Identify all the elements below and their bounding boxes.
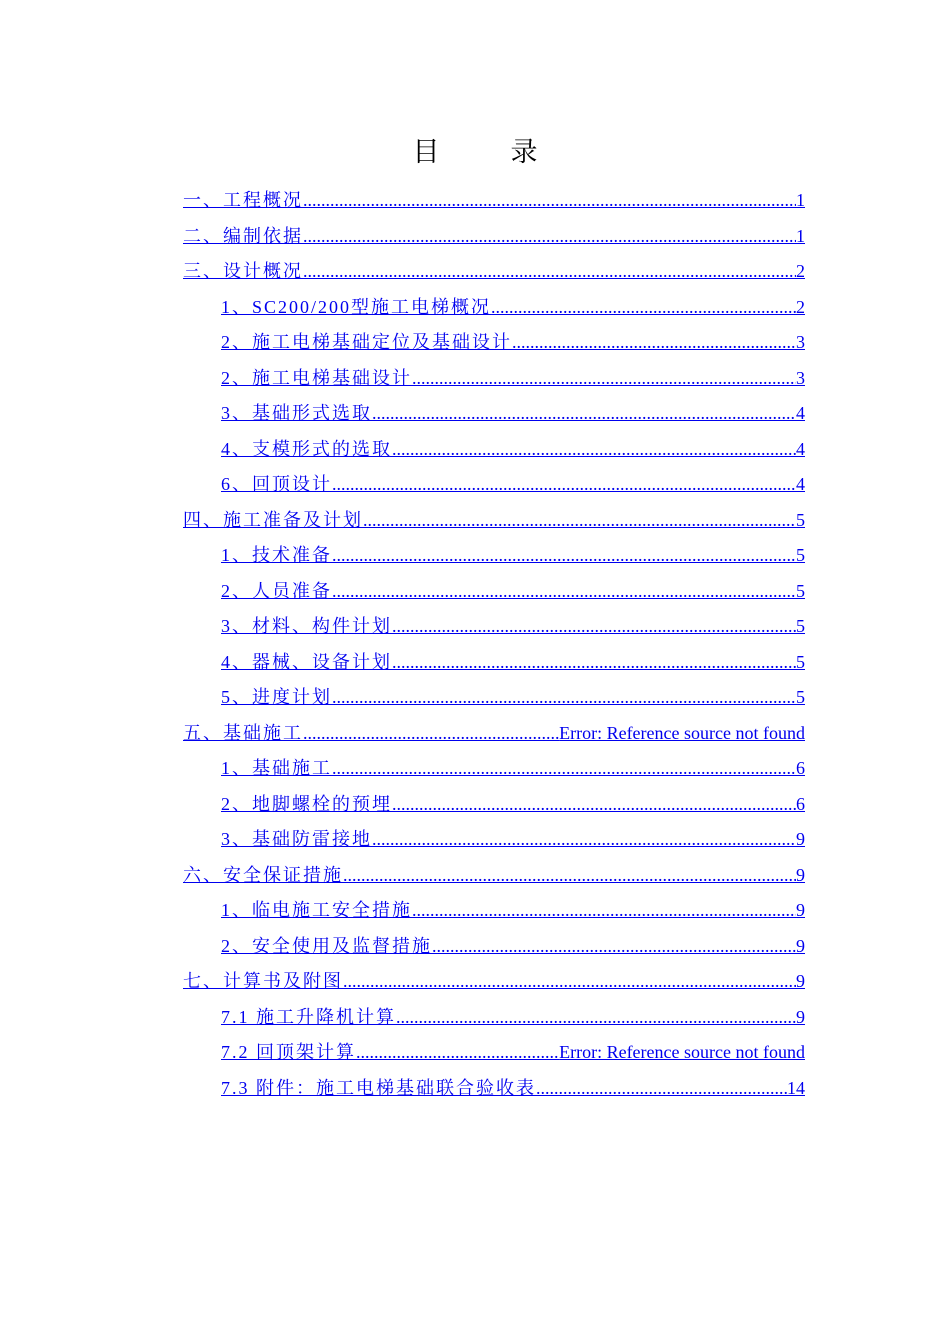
toc-dot-leader bbox=[363, 503, 796, 539]
toc-entry-page: 9 bbox=[796, 864, 805, 885]
toc-entry-page: Error: Reference source not found bbox=[559, 1042, 805, 1062]
toc-entry[interactable] bbox=[183, 396, 805, 432]
toc-dot-leader bbox=[372, 396, 796, 432]
toc-dot-leader bbox=[392, 609, 796, 645]
toc-entry[interactable] bbox=[183, 361, 805, 397]
table-of-contents bbox=[183, 183, 805, 1106]
toc-entry[interactable] bbox=[183, 219, 805, 255]
toc-entry-text: 五、基础施工 bbox=[183, 722, 303, 743]
toc-entry[interactable] bbox=[183, 432, 805, 468]
toc-entry-page: 9 bbox=[796, 971, 805, 991]
toc-entry[interactable] bbox=[183, 929, 805, 965]
toc-entry-text: 七、计算书及附图 bbox=[183, 971, 343, 991]
toc-dot-leader bbox=[303, 254, 796, 290]
toc-entry-text: 7.2 回顶架计算 bbox=[221, 1042, 356, 1062]
toc-entry[interactable] bbox=[183, 858, 805, 894]
toc-entry-text: 2、安全使用及监督措施 bbox=[221, 935, 432, 956]
toc-dot-leader bbox=[332, 467, 796, 503]
toc-dot-leader bbox=[392, 787, 796, 823]
toc-entry[interactable] bbox=[183, 716, 805, 752]
toc-entry-text: 6、回顶设计 bbox=[221, 474, 332, 494]
toc-entry-text: 3、材料、构件计划 bbox=[221, 616, 392, 636]
toc-entry[interactable] bbox=[183, 290, 805, 326]
toc-entry-page: 4 bbox=[796, 438, 805, 459]
toc-dot-leader bbox=[343, 964, 796, 1000]
toc-dot-leader bbox=[343, 858, 796, 894]
toc-entry-page: 6 bbox=[796, 793, 805, 814]
toc-entry[interactable] bbox=[183, 538, 805, 574]
toc-entry-text: 4、器械、设备计划 bbox=[221, 651, 392, 672]
toc-dot-leader bbox=[332, 538, 796, 574]
toc-entry-page: 9 bbox=[796, 1006, 805, 1027]
toc-entry-page: 6 bbox=[796, 758, 805, 778]
toc-entry[interactable] bbox=[183, 1000, 805, 1036]
page-title: 目 录 bbox=[412, 137, 560, 167]
toc-entry[interactable] bbox=[183, 183, 805, 219]
toc-entry-page: Error: Reference source not found bbox=[559, 722, 805, 743]
toc-entry-page: 3 bbox=[796, 332, 805, 352]
toc-entry-text: 1、SC200/200型施工电梯概况 bbox=[221, 296, 492, 317]
toc-dot-leader bbox=[332, 751, 796, 787]
toc-dot-leader bbox=[392, 432, 796, 468]
toc-dot-leader bbox=[512, 325, 796, 361]
toc-entry-text: 2、施工电梯基础定位及基础设计 bbox=[221, 332, 512, 352]
toc-entry-text: 四、施工准备及计划 bbox=[183, 509, 363, 530]
toc-entry-page: 2 bbox=[796, 296, 805, 317]
toc-entry[interactable] bbox=[183, 787, 805, 823]
toc-entry[interactable] bbox=[183, 964, 805, 1000]
toc-entry[interactable] bbox=[183, 751, 805, 787]
toc-dot-leader bbox=[303, 183, 796, 219]
toc-entry-page: 2 bbox=[796, 261, 805, 281]
toc-entry-text: 2、地脚螺栓的预埋 bbox=[221, 793, 392, 814]
toc-entry-page: 4 bbox=[796, 474, 805, 494]
toc-entry-text: 2、人员准备 bbox=[221, 580, 332, 601]
toc-entry[interactable] bbox=[183, 1035, 805, 1071]
toc-entry-text: 2、施工电梯基础设计 bbox=[221, 367, 412, 388]
toc-entry[interactable] bbox=[183, 574, 805, 610]
toc-entry[interactable] bbox=[183, 254, 805, 290]
toc-entry-text: 一、工程概况 bbox=[183, 190, 303, 210]
toc-entry-text: 六、安全保证措施 bbox=[183, 864, 343, 885]
toc-entry[interactable] bbox=[183, 503, 805, 539]
toc-dot-leader bbox=[303, 716, 559, 752]
toc-entry-text: 5、进度计划 bbox=[221, 687, 332, 707]
toc-dot-leader bbox=[412, 893, 796, 929]
toc-entry-page: 5 bbox=[796, 651, 805, 672]
toc-entry-text: 7.1 施工升降机计算 bbox=[221, 1006, 396, 1027]
toc-entry-page: 14 bbox=[787, 1077, 805, 1098]
toc-dot-leader bbox=[396, 1000, 796, 1036]
toc-entry-text: 7.3 附件：施工电梯基础联合验收表 bbox=[221, 1077, 536, 1098]
toc-entry-text: 二、编制依据 bbox=[183, 225, 303, 246]
toc-dot-leader bbox=[332, 680, 796, 716]
toc-entry[interactable] bbox=[183, 609, 805, 645]
toc-entry-page: 1 bbox=[796, 190, 805, 210]
toc-entry-page: 5 bbox=[796, 687, 805, 707]
toc-entry-text: 1、临电施工安全措施 bbox=[221, 900, 412, 920]
toc-entry[interactable] bbox=[183, 822, 805, 858]
toc-entry-text: 3、基础形式选取 bbox=[221, 403, 372, 423]
toc-dot-leader bbox=[412, 361, 796, 397]
toc-entry-page: 5 bbox=[796, 545, 805, 565]
toc-entry-page: 1 bbox=[796, 225, 805, 246]
toc-entry-page: 9 bbox=[796, 829, 805, 849]
toc-entry-page: 9 bbox=[796, 935, 805, 956]
toc-entry-page: 3 bbox=[796, 367, 805, 388]
toc-dot-leader bbox=[491, 290, 796, 326]
toc-entry-page: 5 bbox=[796, 616, 805, 636]
toc-entry[interactable] bbox=[183, 325, 805, 361]
toc-dot-leader bbox=[303, 219, 796, 255]
toc-entry-page: 9 bbox=[796, 900, 805, 920]
toc-entry[interactable] bbox=[183, 467, 805, 503]
toc-dot-leader bbox=[372, 822, 796, 858]
toc-entry-text: 4、支模形式的选取 bbox=[221, 438, 392, 459]
toc-entry[interactable] bbox=[183, 893, 805, 929]
toc-entry[interactable] bbox=[183, 645, 805, 681]
toc-dot-leader bbox=[356, 1035, 559, 1071]
toc-entry-page: 5 bbox=[796, 580, 805, 601]
toc-dot-leader bbox=[332, 574, 796, 610]
toc-entry-text: 3、基础防雷接地 bbox=[221, 829, 372, 849]
toc-entry[interactable] bbox=[183, 1071, 805, 1107]
toc-dot-leader bbox=[432, 929, 796, 965]
toc-dot-leader bbox=[392, 645, 796, 681]
toc-entry-text: 三、设计概况 bbox=[183, 261, 303, 281]
toc-entry-text: 1、技术准备 bbox=[221, 545, 332, 565]
toc-entry[interactable] bbox=[183, 680, 805, 716]
toc-entry-page: 4 bbox=[796, 403, 805, 423]
toc-entry-page: 5 bbox=[796, 509, 805, 530]
toc-entry-text: 1、基础施工 bbox=[221, 758, 332, 778]
toc-dot-leader bbox=[536, 1071, 787, 1107]
